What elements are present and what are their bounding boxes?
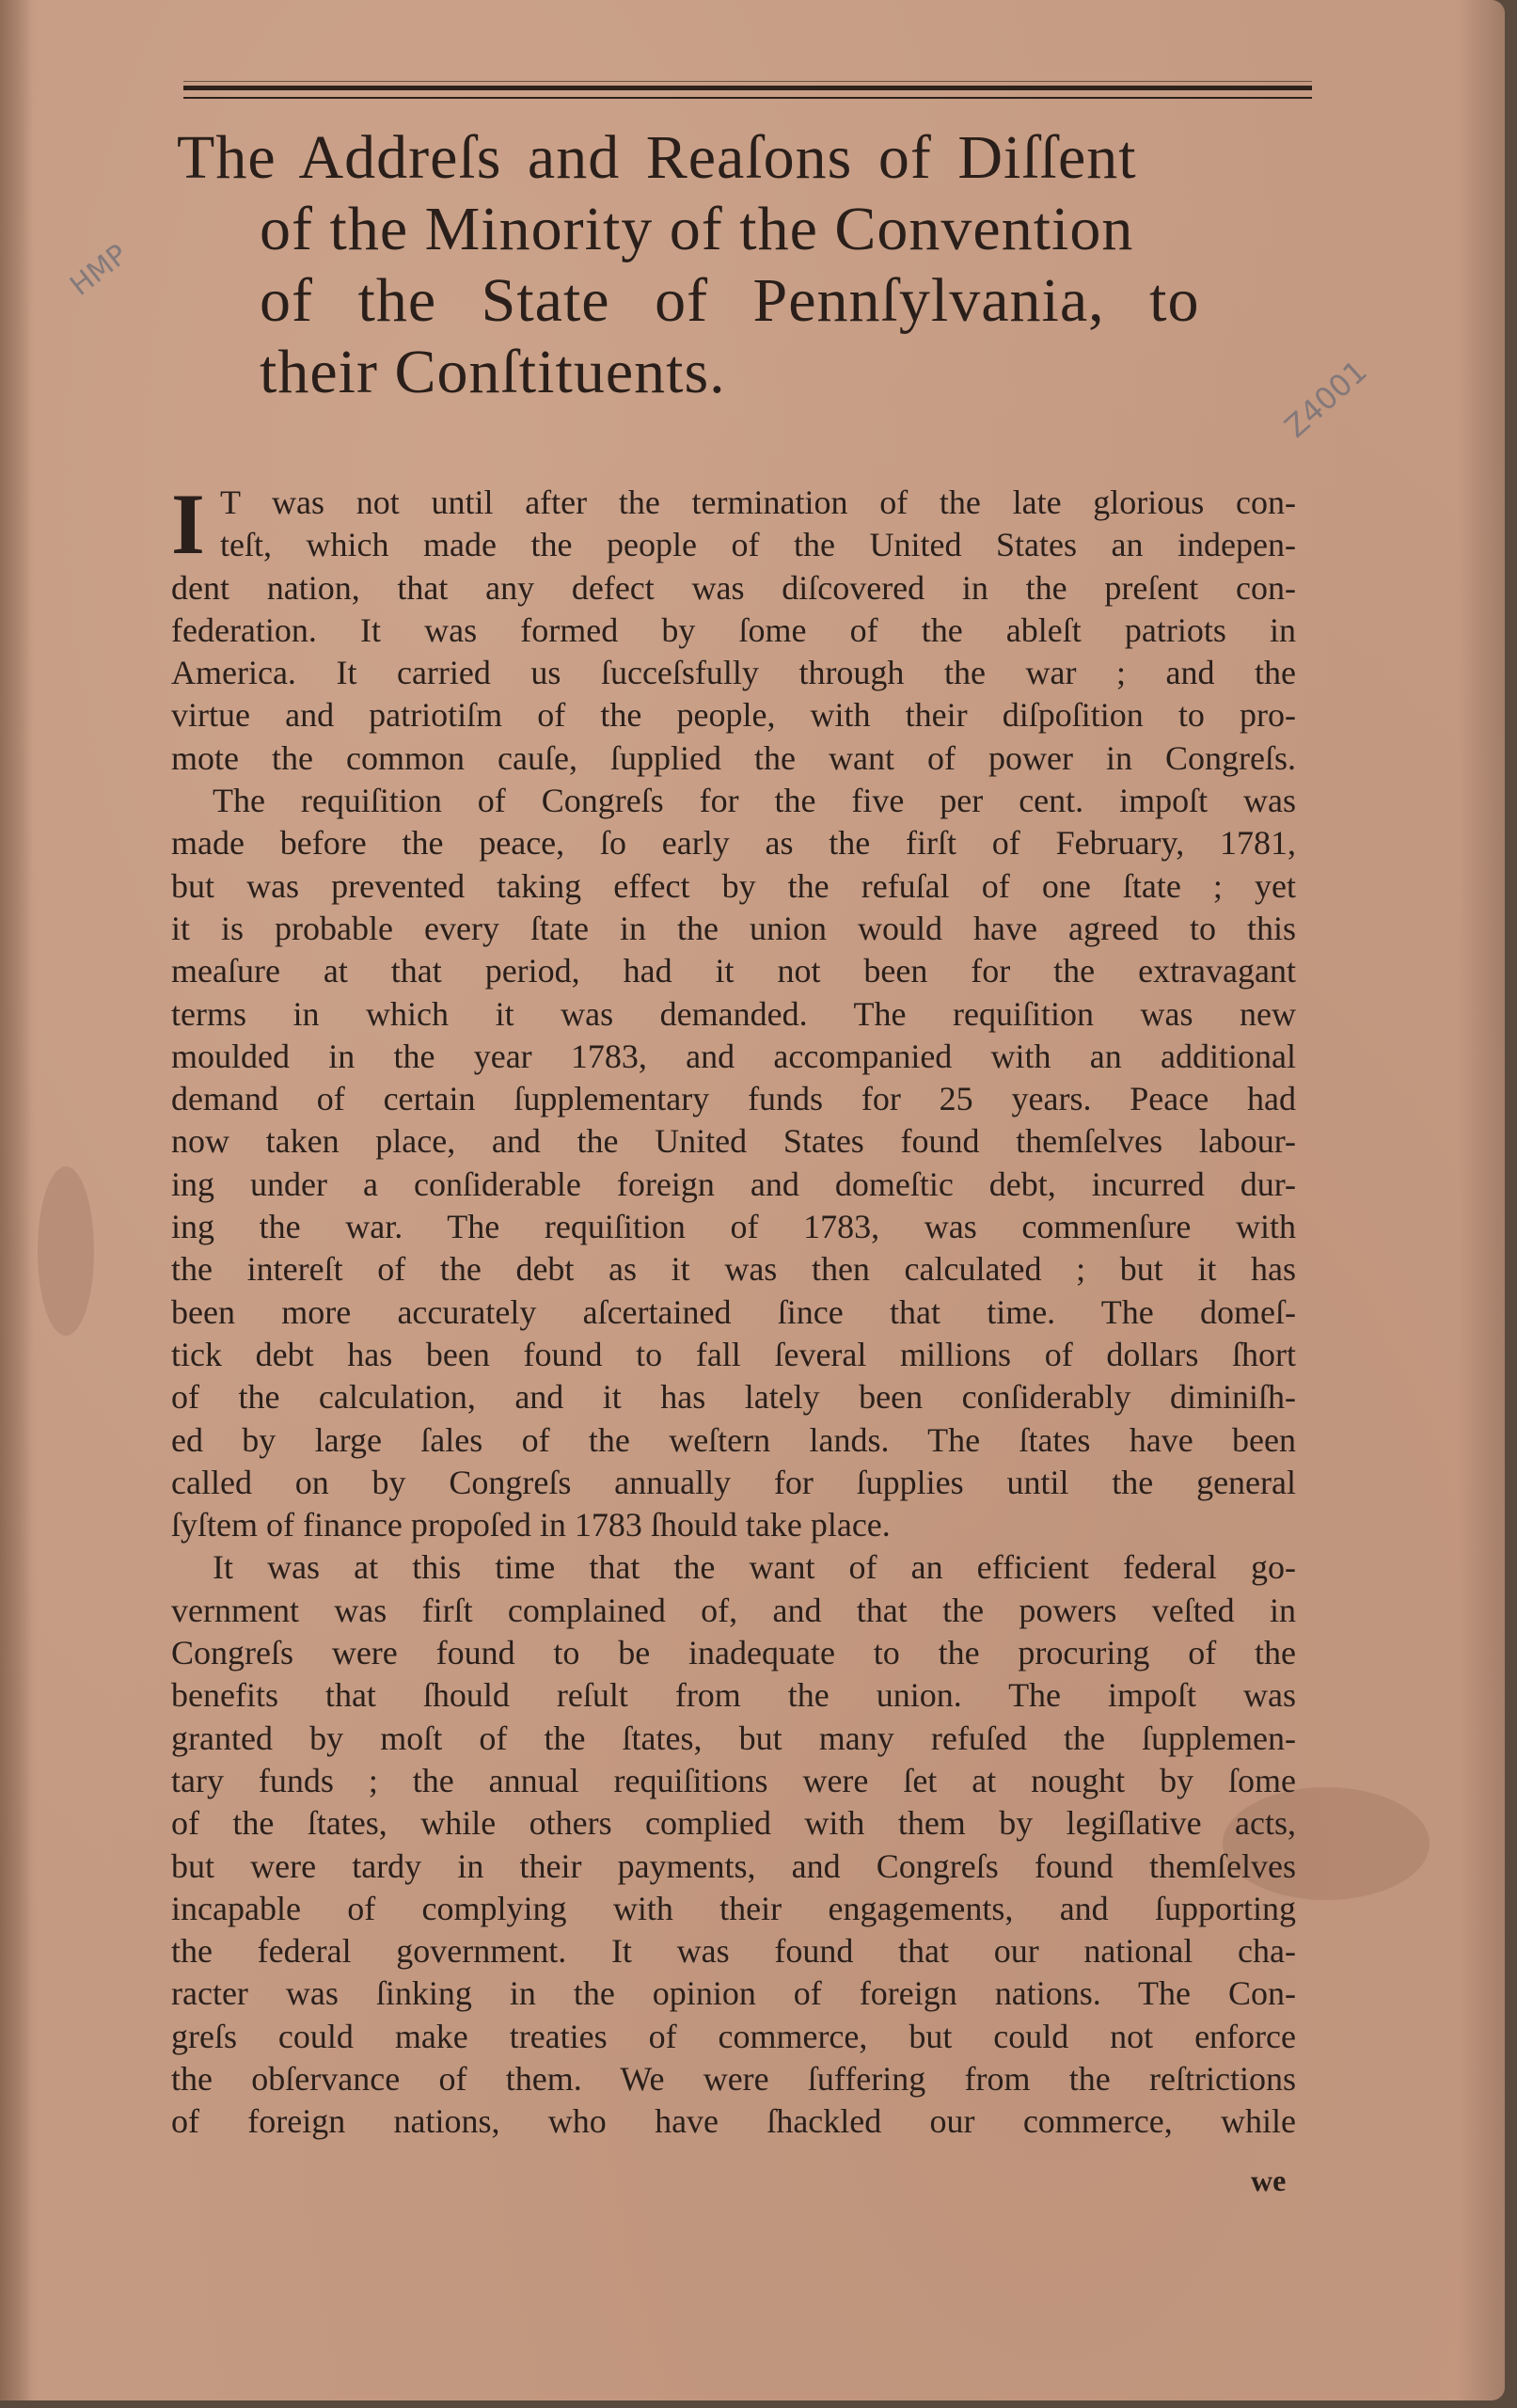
page-binding-edge [0, 0, 32, 2400]
text-line: the intereſt of the debt as it was then calculated ; but it has [171, 1250, 1296, 1289]
text-line: of foreign nations, who have ſhackled our commerce, while [171, 2102, 1296, 2141]
text-line: tick debt has been found to fall ſeveral millions of dollars ſhort [171, 1335, 1296, 1373]
paper-stain [38, 1166, 94, 1336]
text-line: The requiſition of Congreſs for the five per cent. impoſt was [213, 782, 1296, 820]
text-line: now taken place, and the United States found themſelves labour- [171, 1122, 1296, 1161]
text-line: been more accurately aſcertained ſince that time. The domeſ- [171, 1292, 1296, 1331]
text-line: incapable of complying with their engagements, and ſupporting [171, 1889, 1296, 1927]
text-line: racter was ſinking in the opinion of foreign nations. The Con- [171, 1974, 1296, 2013]
text-line: the obſervance of them. We were ſuffering from the reſtrictions [171, 2059, 1296, 2098]
text-line: called on by Congreſs annually for ſupplies until the general [171, 1463, 1296, 1501]
text-line: meaſure at that period, had it not been for the extravagant [171, 952, 1296, 990]
header-rule-under [183, 97, 1312, 99]
text-line: teſt, which made the people of the United States an indepen- [220, 526, 1296, 564]
text-line: Congreſs were found to be inadequate to the procuring of the [171, 1634, 1296, 1672]
text-line: made before the peace, ſo early as the firſt of February, 1781, [171, 824, 1296, 863]
text-line: benefits that ſhould reſult from the union. The impoſt was [171, 1676, 1296, 1715]
text-line: terms in which it was demanded. The requiſition was new [171, 994, 1296, 1033]
text-line: but were tardy in their payments, and Congreſs found themſelves [171, 1846, 1296, 1885]
text-line: of the ſtates, while others complied with them by legiſlative acts, [171, 1804, 1296, 1843]
text-line: ing the war. The requiſition of 1783, was commenſure with [171, 1208, 1296, 1246]
text-line: of the calculation, and it has lately been conſiderably diminiſh- [171, 1378, 1296, 1417]
text-line: the federal government. It was found that our national cha- [171, 1932, 1296, 1971]
text-line: moulded in the year 1783, and accompanied with an additional [171, 1037, 1296, 1075]
text-line: ed by large ſales of the weſtern lands. The ſtates have been [171, 1420, 1296, 1459]
text-line: dent nation, that any defect was diſcovered in the preſent con- [171, 568, 1296, 607]
text-line: It was at this time that the want of an efficient federal go- [213, 1548, 1296, 1587]
text-line: vernment was firſt complained of, and that the powers veſted in [171, 1591, 1296, 1629]
pencil-annotation-left: HMP [64, 238, 134, 303]
text-line: federation. It was formed by ſome of the ableſt patriots in [171, 610, 1296, 649]
pencil-annotation-right: Z4001 [1277, 353, 1374, 445]
text-line: granted by moſt of the ſtates, but many refuſed the ſupplemen- [171, 1719, 1296, 1757]
header-rule-thin [183, 81, 1312, 82]
text-line: tary funds ; the annual requiſitions were ſet at nought by ſome [171, 1761, 1296, 1799]
text-line: but was prevented taking effect by the refuſal of one ſtate ; yet [171, 866, 1296, 905]
text-line: America. It carried us ſucceſsfully through the war ; and the [171, 654, 1296, 692]
first-paragraph-opening [171, 476, 1296, 572]
body-text [171, 476, 1296, 2144]
text-line: T was not until after the termination of the late glorious con- [220, 483, 1296, 521]
text-line: mote the common cauſe, ſupplied the want of power in Congreſs. [171, 738, 1296, 777]
title-line: of the State of Pennſylvania, to [260, 266, 1200, 335]
title-line: of the Minority of the Convention [260, 195, 1134, 263]
text-line: demand of certain ſupplementary funds for 25 years. Peace had [171, 1080, 1296, 1118]
text-line: ing under a conſiderable foreign and domeſtic debt, incurred dur- [171, 1164, 1296, 1203]
text-line: ſyſtem of finance propoſed in 1783 ſhould take place. [171, 1506, 891, 1545]
drop-cap: I [171, 476, 205, 572]
title-line: their Conſtituents. [260, 338, 726, 406]
text-line: it is probable every ſtate in the union would have agreed to this [171, 909, 1296, 947]
title-line: The Addreſs and Reaſons of Diſſent [177, 123, 1137, 192]
header-rule-thick [183, 86, 1312, 90]
catchword: we [1251, 2163, 1287, 2197]
text-line: virtue and patriotiſm of the people, with their diſpoſition to pro- [171, 696, 1296, 735]
document-title [177, 122, 1319, 408]
text-line: greſs could make treaties of commerce, but could not enforce [171, 2017, 1296, 2055]
